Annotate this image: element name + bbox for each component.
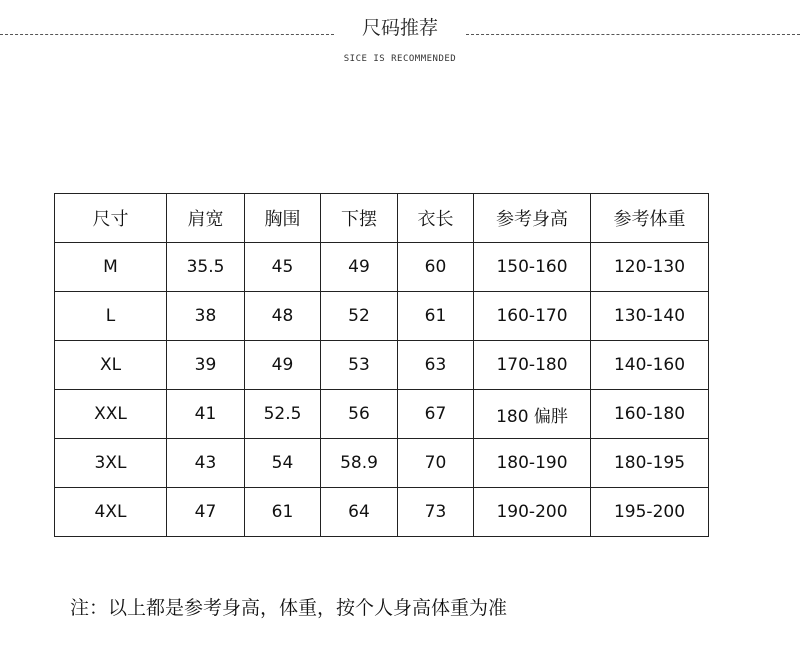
footnote: 注：以上都是参考身高，体重，按个人身高体重为准 <box>70 597 508 619</box>
table-row <box>55 292 709 341</box>
dashed-divider-right <box>466 34 800 35</box>
table-cell: 54 <box>245 439 321 488</box>
table-row <box>55 488 709 537</box>
table-cell: 35.5 <box>167 243 245 292</box>
table-cell: 190-200 <box>474 488 591 537</box>
table-cell: 160-170 <box>474 292 591 341</box>
table-cell: 180-195 <box>591 439 709 488</box>
table-cell: 60 <box>398 243 474 292</box>
table-cell: 53 <box>321 341 398 390</box>
table-cell: 130-140 <box>591 292 709 341</box>
column-header-chest: 胸围 <box>245 194 321 243</box>
table-cell: 38 <box>167 292 245 341</box>
table-row <box>55 341 709 390</box>
size-chart-table <box>54 193 709 537</box>
table-row <box>55 390 709 439</box>
table-cell: 170-180 <box>474 341 591 390</box>
table-header-row <box>55 194 709 243</box>
table-cell: 195-200 <box>591 488 709 537</box>
column-header-hem: 下摆 <box>321 194 398 243</box>
table-cell: 47 <box>167 488 245 537</box>
column-header-shoulder: 肩宽 <box>167 194 245 243</box>
table-cell: 4XL <box>55 488 167 537</box>
table-cell: 61 <box>398 292 474 341</box>
table-cell: 48 <box>245 292 321 341</box>
column-header-height: 参考身高 <box>474 194 591 243</box>
table-cell: 3XL <box>55 439 167 488</box>
table-cell: 61 <box>245 488 321 537</box>
table-cell: 150-160 <box>474 243 591 292</box>
table-cell: 49 <box>321 243 398 292</box>
table-cell: 67 <box>398 390 474 439</box>
table-cell: L <box>55 292 167 341</box>
page-subtitle: SICE IS RECOMMENDED <box>343 54 457 64</box>
table-cell: XXL <box>55 390 167 439</box>
table-cell: 52.5 <box>245 390 321 439</box>
table-cell: 64 <box>321 488 398 537</box>
table-cell: 180 偏胖 <box>474 390 591 439</box>
column-header-size: 尺寸 <box>55 194 167 243</box>
page-title: 尺码推荐 <box>361 17 438 39</box>
table-cell: 160-180 <box>591 390 709 439</box>
table-cell: 120-130 <box>591 243 709 292</box>
table-cell: 73 <box>398 488 474 537</box>
page-header <box>0 14 800 54</box>
table-cell: 45 <box>245 243 321 292</box>
table-cell: 56 <box>321 390 398 439</box>
table-cell: M <box>55 243 167 292</box>
table-cell: 43 <box>167 439 245 488</box>
table-cell: 70 <box>398 439 474 488</box>
table-cell: 140-160 <box>591 341 709 390</box>
table-cell: 180-190 <box>474 439 591 488</box>
table-cell: 58.9 <box>321 439 398 488</box>
table-cell: 49 <box>245 341 321 390</box>
table-cell: 52 <box>321 292 398 341</box>
column-header-length: 衣长 <box>398 194 474 243</box>
table-row <box>55 439 709 488</box>
table-cell: 39 <box>167 341 245 390</box>
table-cell: XL <box>55 341 167 390</box>
table-cell: 63 <box>398 341 474 390</box>
table-row <box>55 243 709 292</box>
table-cell: 41 <box>167 390 245 439</box>
column-header-weight: 参考体重 <box>591 194 709 243</box>
